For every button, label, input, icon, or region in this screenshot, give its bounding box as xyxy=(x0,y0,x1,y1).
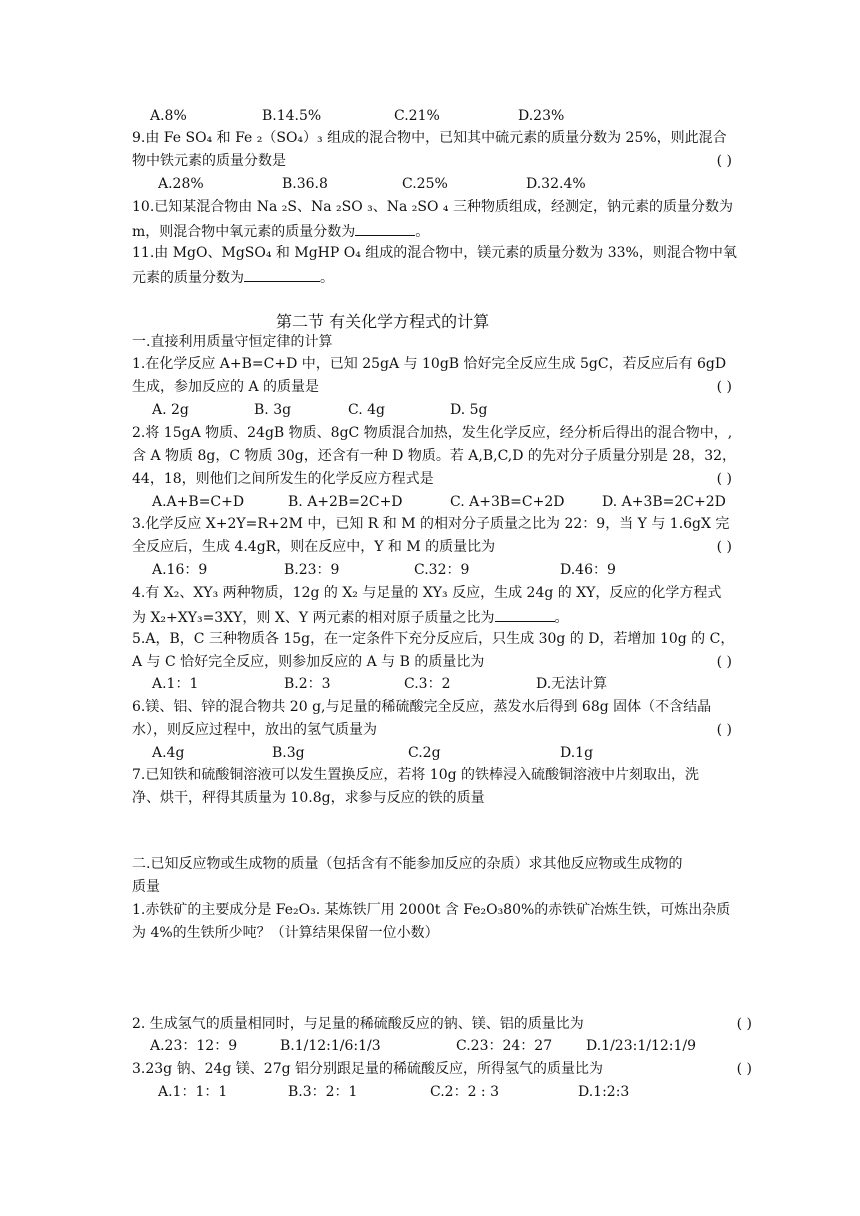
p1q4-text: 为 X₂+XY₃=3XY，则 X、Y 两元素的相对原子质量之比为 xyxy=(132,610,495,626)
p1q1-text: 生成，参加反应的 A 的质量是 xyxy=(132,379,320,395)
p1q2-option-b: B. A+2B=2C+D xyxy=(288,494,403,510)
p1q5-option-c: C.3：2 xyxy=(404,676,451,692)
p1q2-line-3 xyxy=(132,471,732,488)
part2-title-line-2: 质量 xyxy=(132,879,160,895)
q10-text: m，则混合物中氧元素的质量分数为 xyxy=(132,224,356,240)
p1q6-options xyxy=(152,745,772,762)
p2q3-text: 3.23g 钠、24g 镁、27g 铝分别跟足量的稀硫酸反应，所得氢气的质量比为 xyxy=(132,1061,604,1077)
p2q1-line-2: 为 4%的生铁所少吨？（计算结果保留一位小数） xyxy=(132,925,439,941)
p1q1-option-a: A. 2g xyxy=(152,402,189,418)
q9-line-2 xyxy=(132,153,732,170)
p1q4-line-1: 4.有 X₂、XY₃ 两种物质，12g 的 X₂ 与足量的 XY₃ 反应，生成 24g 的 XY，反应的化学方程式 xyxy=(132,585,722,601)
p1q3-line-1: 3.化学反应 X+2Y=R+2M 中，已知 R 和 M 的相对分子质量之比为 22：9，当 Y 与 1.6gX 完 xyxy=(132,516,730,532)
p1q5-line-2 xyxy=(132,654,732,671)
q10-line-1: 10.已知某混合物由 Na ₂S、Na ₂SO ₃、Na ₂SO ₄ 三种物质组成，经测定，钠元素的质量分数为 xyxy=(132,199,733,215)
p1q3-answer-paren: ( ) xyxy=(716,539,732,555)
q9-option-c: C.25% xyxy=(402,176,448,192)
p2q3-option-c: C.2：2 : 3 xyxy=(430,1084,500,1100)
p2q3-options xyxy=(158,1084,778,1101)
p1q7-line-1: 7.已知铁和硫酸铜溶液可以发生置换反应，若将 10g 的铁棒浸入硫酸铜溶液中片刻取出，洗 xyxy=(132,767,700,783)
p1q5-line-1: 5.A，B，C 三种物质各 15g，在一定条件下充分反应后，只生成 30g 的 D，若增加 10g 的 C， xyxy=(132,631,735,647)
q8-option-c: C.21% xyxy=(394,108,440,124)
p2q2-option-d: D.1/23:1/12:1/9 xyxy=(586,1038,697,1054)
q11-answer-blank[interactable] xyxy=(244,268,320,282)
p1q1-option-c: C. 4g xyxy=(348,402,385,418)
q9-text: 物中铁元素的质量分数是 xyxy=(132,153,286,169)
p1q1-line-2 xyxy=(132,379,732,396)
p2q3-option-b: B.3：2：1 xyxy=(288,1084,358,1100)
p1q1-option-d: D. 5g xyxy=(450,402,488,418)
p1q2-text: 44，18，则他们之间所发生的化学反应方程式是 xyxy=(132,471,434,487)
p2q3-option-d: D.1:2:3 xyxy=(578,1084,630,1100)
p1q3-text: 全反应后，生成 4.4gR，则在反应中，Y 和 M 的质量比为 xyxy=(132,539,496,555)
p1q5-answer-paren: ( ) xyxy=(716,654,732,670)
p1q3-option-a: A.16：9 xyxy=(152,562,208,578)
p2q3-line-1 xyxy=(132,1061,752,1078)
q9-line-1: 9.由 Fe SO₄ 和 Fe ₂（SO₄）₃ 组成的混合物中，已知其中硫元素的质量分数为 25%，则此混合 xyxy=(132,130,727,146)
q10-answer-blank[interactable] xyxy=(355,222,415,236)
q9-answer-paren: ( ) xyxy=(716,153,732,169)
p1q6-option-a: A.4g xyxy=(152,745,185,761)
p1q3-option-d: D.46：9 xyxy=(560,562,616,578)
p2q3-option-a: A.1：1：1 xyxy=(158,1084,228,1100)
p1q1-line-1: 1.在化学反应 A+B=C+D 中，已知 25gA 与 10gB 恰好完全反应生成 5gC，若反应后有 6gD xyxy=(132,356,727,372)
p1q3-line-2 xyxy=(132,539,732,556)
p1q5-text: A 与 C 恰好完全反应，则参加反应的 A 与 B 的质量比为 xyxy=(132,654,485,670)
p1q4-line-2 xyxy=(132,608,732,627)
p1q6-option-b: B.3g xyxy=(272,745,305,761)
p2q3-answer-paren: ( ) xyxy=(736,1061,752,1077)
p1q4-period: 。 xyxy=(554,610,569,626)
p1q6-option-d: D.1g xyxy=(560,745,594,761)
q10-line-2 xyxy=(132,222,732,241)
q8-options xyxy=(150,108,770,125)
p1q2-option-c: C. A+3B=C+2D xyxy=(450,494,565,510)
p2q2-option-c: C.23：24：27 xyxy=(456,1038,553,1054)
q11-line-2 xyxy=(132,268,732,287)
p1q1-option-b: B. 3g xyxy=(254,402,292,418)
p2q2-text: 2. 生成氢气的质量相同时，与足量的稀硫酸反应的钠、镁、铝的质量比为 xyxy=(132,1016,584,1032)
p1q6-option-c: C.2g xyxy=(408,745,441,761)
p1q3-option-b: B.23：9 xyxy=(284,562,340,578)
q11-period: 。 xyxy=(320,270,334,286)
p2q2-option-a: A.23：12：9 xyxy=(150,1038,238,1054)
p2q2-line-1 xyxy=(132,1016,752,1033)
p1q5-option-b: B.2：3 xyxy=(284,676,331,692)
q8-option-a: A.8% xyxy=(150,108,187,124)
p1q2-option-a: A.A+B=C+D xyxy=(152,494,245,510)
q9-option-a: A.28% xyxy=(158,176,204,192)
q8-option-b: B.14.5% xyxy=(262,108,322,124)
p1q2-line-2: 含 A 物质 8g，C 物质 30g，还含有一种 D 物质。若 A,B,C,D 的先对分子质量分别是 28，32， xyxy=(132,448,737,464)
p1q1-answer-paren: ( ) xyxy=(716,379,732,395)
p1q1-options xyxy=(152,402,772,419)
p1q2-option-d: D. A+3B=2C+2D xyxy=(602,494,726,510)
q9-option-b: B.36.8 xyxy=(282,176,328,192)
p2q1-line-1: 1.赤铁矿的主要成分是 Fe₂O₃. 某炼铁厂用 2000t 含 Fe₂O₃80%的赤铁矿冶炼生铁，可炼出杂质 xyxy=(132,902,731,918)
p1q5-options xyxy=(152,676,772,693)
part1-title: 一.直接利用质量守恒定律的计算 xyxy=(132,334,333,350)
q9-option-d: D.32.4% xyxy=(526,176,586,192)
q11-text: 元素的质量分数为 xyxy=(132,270,244,286)
p1q3-option-c: C.32：9 xyxy=(414,562,470,578)
p1q6-answer-paren: ( ) xyxy=(716,722,732,738)
q11-line-1: 11.由 MgO、MgSO₄ 和 MgHP O₄ 组成的混合物中，镁元素的质量分数为 33%，则混合物中氧 xyxy=(132,245,737,261)
p1q2-line-1: 2.将 15gA 物质、24gB 物质、8gC 物质混合加热，发生化学反应，经分析后得出的混合物中，, xyxy=(132,425,733,441)
p2q2-options xyxy=(150,1038,770,1055)
q8-option-d: D.23% xyxy=(518,108,565,124)
p1q6-line-1: 6.镁、铝、锌的混合物共 20 g,与足量的稀硫酸完全反应，蒸发水后得到 68g 固体（不含结晶 xyxy=(132,699,712,715)
p1q6-line-2 xyxy=(132,722,732,739)
q10-period: 。 xyxy=(415,224,430,240)
p1q6-text: 水），则反应过程中，放出的氢气质量为 xyxy=(132,722,377,738)
p2q2-answer-paren: ( ) xyxy=(736,1016,752,1032)
q9-options xyxy=(158,176,778,193)
p1q5-option-d: D.无法计算 xyxy=(536,676,608,692)
p1q5-option-a: A.1：1 xyxy=(152,676,199,692)
p1q2-answer-paren: ( ) xyxy=(716,471,732,487)
p2q2-option-b: B.1/12:1/6:1/3 xyxy=(280,1038,381,1054)
p1q7-line-2: 净、烘干，秤得其质量为 10.8g，求参与反应的铁的质量 xyxy=(132,790,485,806)
p1q3-options xyxy=(152,562,772,579)
p1q2-options xyxy=(152,494,772,511)
part2-title-line-1: 二.已知反应物或生成物的质量（包括含有不能参加反应的杂质）求其他反应物或生成物的 xyxy=(132,856,683,872)
section-title: 第二节 有关化学方程式的计算 xyxy=(276,312,490,331)
p1q4-answer-blank[interactable] xyxy=(495,608,555,622)
